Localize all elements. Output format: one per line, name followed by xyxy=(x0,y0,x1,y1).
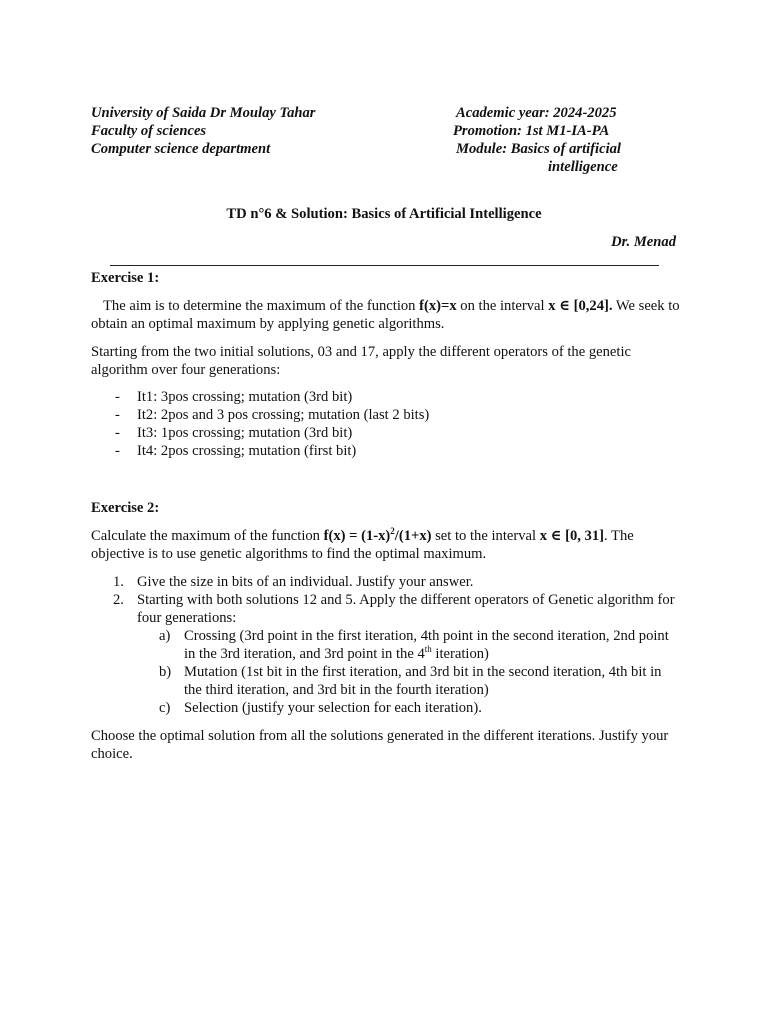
interval-expr: x ∈ [0, 31] xyxy=(539,528,605,544)
text: iteration) xyxy=(431,646,489,662)
exercise-1-paragraph-1 xyxy=(91,297,681,333)
exercise-1-list xyxy=(91,388,681,460)
text: Selection (justify your selection for each iteration). xyxy=(184,700,482,716)
sub-question-c xyxy=(91,699,681,717)
question-number: 2. xyxy=(113,592,124,608)
text: Mutation (1st bit in the first iteration, and 3rd bit in the second iteration, 4th bit in the third iteration, and 3rd bit in the fourth iteration) xyxy=(184,664,662,698)
sub-question-b xyxy=(91,663,681,699)
module-line-1: Module: Basics of artificial xyxy=(456,141,621,157)
header-left xyxy=(91,104,315,158)
text: . The objective is to use genetic algorithms to find the optimal maximum. xyxy=(91,528,634,562)
sub-question-a xyxy=(91,627,681,663)
sub-label: a) xyxy=(159,628,171,644)
sub-label: b) xyxy=(159,664,172,680)
list-item: - It2: 2pos and 3 pos crossing; mutation (last 2 bits) xyxy=(91,406,681,424)
text: on the interval xyxy=(456,298,549,314)
document-title: TD n°6 & Solution: Basics of Artificial Intelligence xyxy=(226,206,542,222)
exercise-2-heading: Exercise 2: xyxy=(91,500,160,516)
list-item: - It4: 2pos crossing; mutation (first bit) xyxy=(91,442,681,460)
question-number: 1. xyxy=(113,574,124,590)
sub-label: c) xyxy=(159,700,171,716)
academic-year: Academic year: 2024-2025 xyxy=(456,105,617,121)
superscript: 2 xyxy=(390,526,395,536)
superscript: th xyxy=(424,644,432,654)
question-2 xyxy=(91,591,681,717)
list-item: - It1: 3pos crossing; mutation (3rd bit) xyxy=(91,388,681,406)
text: Crossing (3rd point in the first iteration, 4th point in the second iteration, 2nd point in the 3rd iteration, and 3rd point in the 4 xyxy=(184,628,669,662)
text: f(x) = (1-x) xyxy=(323,528,391,544)
sub-questions xyxy=(137,627,681,717)
text: The aim is to determine the maximum of the function xyxy=(103,298,420,314)
faculty-name: Faculty of sciences xyxy=(91,123,207,139)
exercise-1-heading: Exercise 1: xyxy=(91,270,160,286)
text: /(1+x) xyxy=(394,528,432,544)
department-name: Computer science department xyxy=(91,141,271,157)
question-text: Give the size in bits of an individual. Justify your answer. xyxy=(137,574,474,590)
exercise-2-questions xyxy=(91,573,681,717)
exercise-2-paragraph-1 xyxy=(91,527,681,563)
question-text: Starting with both solutions 12 and 5. Apply the different operators of Genetic algorithm for four generations: xyxy=(137,592,675,626)
list-item: - It3: 1pos crossing; mutation (3rd bit) xyxy=(91,424,681,442)
text: set to the interval xyxy=(431,528,540,544)
exercise-1-paragraph-2: Starting from the two initial solutions, 03 and 17, apply the different operators of the genetic algorithm over four generations: xyxy=(91,344,631,378)
function-expr xyxy=(324,528,432,544)
module-line-2: intelligence xyxy=(548,159,618,175)
header-divider xyxy=(110,265,659,266)
exercise-2-conclusion: Choose the optimal solution from all the solutions generated in the different iterations. Justify your choice. xyxy=(91,728,669,762)
header-right xyxy=(453,104,621,176)
author: Dr. Menad xyxy=(611,234,676,250)
university-name: University of Saida Dr Moulay Tahar xyxy=(91,105,316,121)
function-expr: f(x)=x xyxy=(419,298,457,314)
interval-expr: x ∈ [0,24]. xyxy=(548,298,613,314)
text: We seek to obtain an optimal maximum by applying genetic algorithms. xyxy=(91,298,680,332)
question-1 xyxy=(91,573,681,591)
promotion: Promotion: 1st M1-IA-PA xyxy=(453,123,610,139)
text: Calculate the maximum of the function xyxy=(91,528,324,544)
